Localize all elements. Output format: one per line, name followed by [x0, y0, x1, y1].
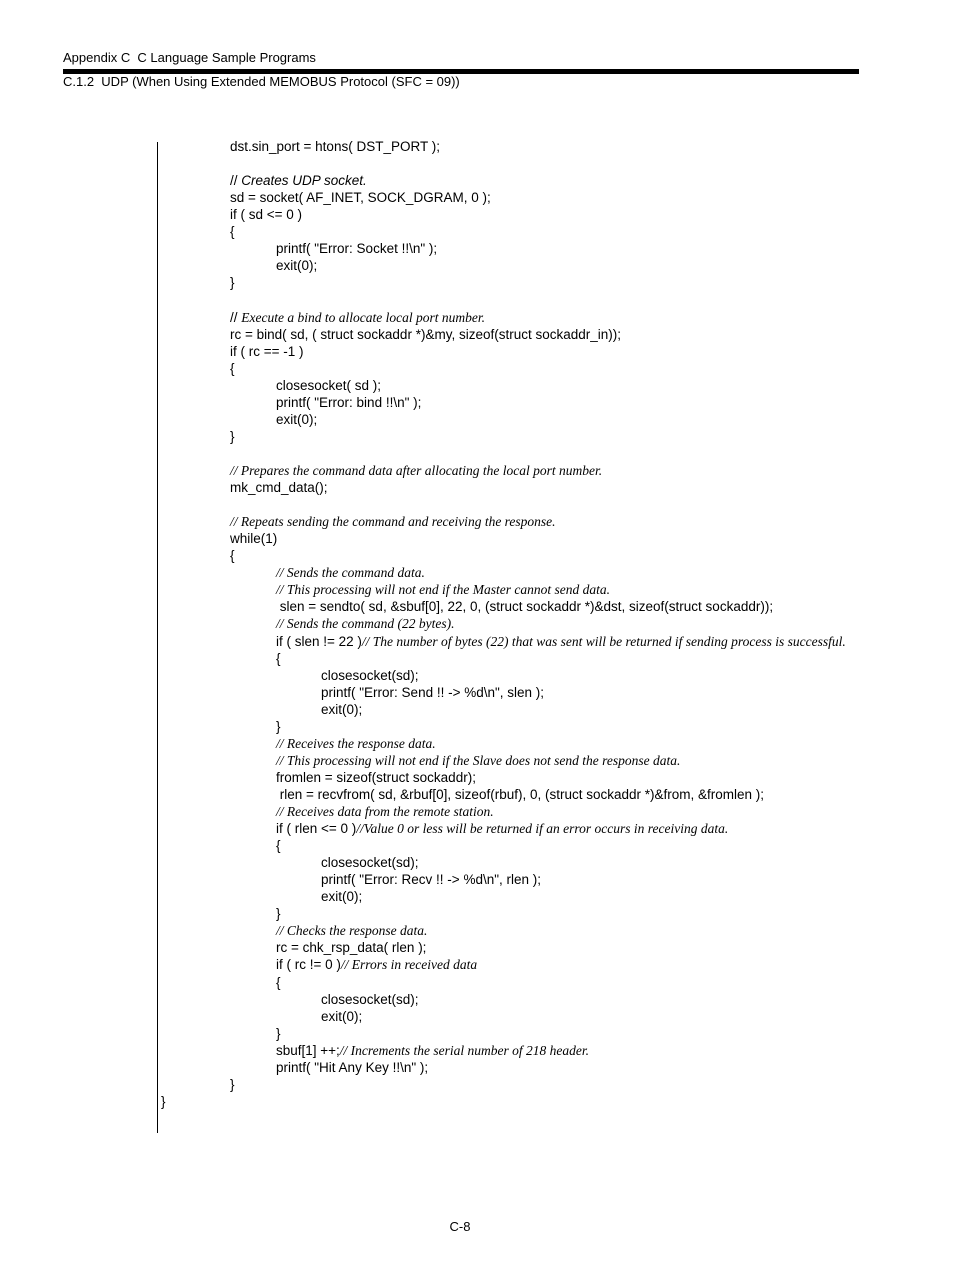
code-comment: // Prepares the command data after allocating the local port number.: [230, 462, 603, 478]
code-line: [230, 361, 235, 377]
code-text: printf( "Error: Send !! -> %d\n", slen );: [321, 684, 545, 700]
code-text: if ( sd <= 0 ): [230, 207, 303, 223]
code-comment: // The number of bytes (22) that was sent will be returned if sending process is successful.: [361, 633, 846, 649]
code-text: exit(0);: [321, 701, 363, 717]
code-line: [276, 241, 437, 257]
code-text: exit(0);: [321, 889, 363, 905]
code-line: [230, 224, 235, 240]
code-line: [276, 395, 421, 411]
code-line: [276, 753, 680, 769]
code-line: [161, 1094, 166, 1110]
code-text: closesocket(sd);: [321, 855, 419, 871]
code-line: [276, 957, 477, 973]
code-text: mk_cmd_data();: [230, 480, 328, 495]
code-comment: Execute a bind to allocate local port number.: [241, 309, 485, 325]
code-comment: // Increments the serial number of 218 header.: [339, 1042, 590, 1058]
code-line: [276, 838, 281, 854]
code-text: }: [230, 275, 235, 291]
code-text: {: [276, 974, 281, 990]
code-line: [321, 855, 419, 871]
code-text: exit(0);: [276, 258, 318, 274]
code-line: [276, 565, 425, 581]
code-line: [276, 258, 317, 274]
code-text: //: [230, 309, 242, 325]
code-comment: // Sends the command data.: [276, 565, 425, 581]
code-line: [276, 378, 381, 394]
code-text: closesocket( sd );: [276, 377, 382, 393]
code-comment: // Sends the command (22 bytes).: [276, 616, 455, 632]
code-text: exit(0);: [276, 411, 318, 427]
code-line: [321, 702, 362, 718]
code-line: [276, 736, 436, 752]
code-text: printf( "Error: Socket !!\n" );: [276, 241, 438, 257]
section-title: C.1.2 UDP (When Using Extended MEMOBUS Protocol (SFC = 09)): [63, 74, 460, 89]
code-line: [276, 940, 426, 956]
code-comment: Creates UDP socket.: [241, 173, 367, 189]
code-line: [276, 1026, 281, 1042]
code-text: closesocket(sd);: [321, 991, 419, 1007]
code-comment: // Receives the response data.: [276, 735, 436, 751]
code-line: [321, 992, 419, 1008]
code-line: [321, 685, 544, 701]
code-text: }: [276, 906, 281, 922]
code-text: if ( slen != 22 ): [276, 633, 362, 649]
code-text: while(1): [230, 531, 278, 547]
code-line: [276, 616, 454, 632]
page-number: C-8: [449, 1219, 471, 1234]
code-comment: // Checks the response data.: [276, 923, 428, 939]
code-text: {: [230, 224, 235, 240]
code-line: [276, 923, 427, 939]
code-line: [276, 975, 281, 991]
code-line: [276, 821, 728, 837]
code-line: [276, 906, 281, 922]
code-line: [276, 719, 281, 735]
code-line: [230, 207, 302, 223]
code-line: [321, 1009, 362, 1025]
code-line: [321, 889, 362, 905]
appendix-title: Appendix C C Language Sample Programs: [63, 50, 316, 65]
code-text: if ( rc == -1 ): [230, 343, 304, 359]
code-line: [230, 344, 304, 360]
code-line: [276, 1060, 428, 1076]
code-line: [276, 634, 846, 650]
code-text: if ( rc != 0 ): [276, 957, 341, 973]
code-text: sd = socket( AF_INET, SOCK_DGRAM, 0 );: [230, 190, 491, 206]
code-text: exit(0);: [321, 1008, 363, 1024]
code-text: rlen = recvfrom( sd, &rbuf[0], sizeof(rbuf), 0, (struct sockaddr *)&from, &fromlen );: [276, 786, 765, 802]
code-line: [230, 190, 491, 206]
code-line: [230, 139, 440, 155]
code-comment: //Value 0 or less will be returned if an error occurs in receiving data.: [356, 821, 729, 836]
code-text: }: [161, 1093, 166, 1109]
code-line: [276, 804, 494, 820]
code-text: printf( "Error: bind !!\n" );: [276, 394, 422, 410]
code-text: }: [276, 718, 281, 734]
code-line: [276, 787, 764, 803]
code-text: {: [230, 548, 235, 564]
code-line: [230, 327, 621, 343]
code-line: [230, 173, 367, 189]
code-text: }: [230, 1076, 235, 1092]
code-comment: // Repeats sending the command and receiving the response.: [230, 514, 556, 530]
code-line: [276, 582, 610, 598]
code-text: {: [276, 650, 281, 666]
code-text: sbuf[1] ++;: [276, 1042, 340, 1058]
code-line: [230, 480, 328, 496]
code-line: [230, 548, 235, 564]
code-comment: // Errors in received data: [340, 957, 478, 973]
code-text: fromlen = sizeof(struct sockaddr);: [276, 769, 476, 785]
code-text: rc = bind( sd, ( struct sockaddr *)&my, sizeof(struct sockaddr_in));: [230, 326, 621, 342]
code-text: //: [230, 173, 242, 189]
code-line: [321, 668, 419, 684]
code-line: [276, 651, 281, 667]
code-text: rc = chk_rsp_data( rlen );: [276, 940, 427, 956]
code-line: [276, 770, 476, 786]
code-text: if ( rlen <= 0 ): [276, 821, 357, 836]
code-line: [230, 1077, 235, 1093]
code-text: {: [230, 360, 235, 376]
code-line: [321, 872, 541, 888]
code-text: }: [276, 1025, 281, 1041]
code-text: closesocket(sd);: [321, 667, 419, 683]
code-comment: // This processing will not end if the Slave does not send the response data.: [276, 752, 681, 768]
code-text: {: [276, 838, 281, 854]
code-line: [276, 412, 317, 428]
code-line: [276, 1043, 589, 1059]
code-line: [230, 514, 556, 530]
code-line: [230, 275, 235, 291]
code-line: [230, 429, 235, 445]
code-line: [230, 531, 277, 547]
code-text: }: [230, 428, 235, 444]
code-line: [230, 463, 602, 479]
code-line: [230, 310, 485, 326]
code-text: dst.sin_port = htons( DST_PORT );: [230, 139, 440, 154]
code-text: slen = sendto( sd, &sbuf[0], 22, 0, (struct sockaddr *)&dst, sizeof(struct sockaddr));: [276, 599, 774, 615]
code-text: printf( "Error: Recv !! -> %d\n", rlen );: [321, 872, 542, 888]
code-text: printf( "Hit Any Key !!\n" );: [276, 1059, 429, 1075]
code-comment: // Receives data from the remote station.: [276, 804, 494, 819]
code-comment: // This processing will not end if the Master cannot send data.: [276, 582, 610, 598]
code-line: [276, 599, 773, 615]
